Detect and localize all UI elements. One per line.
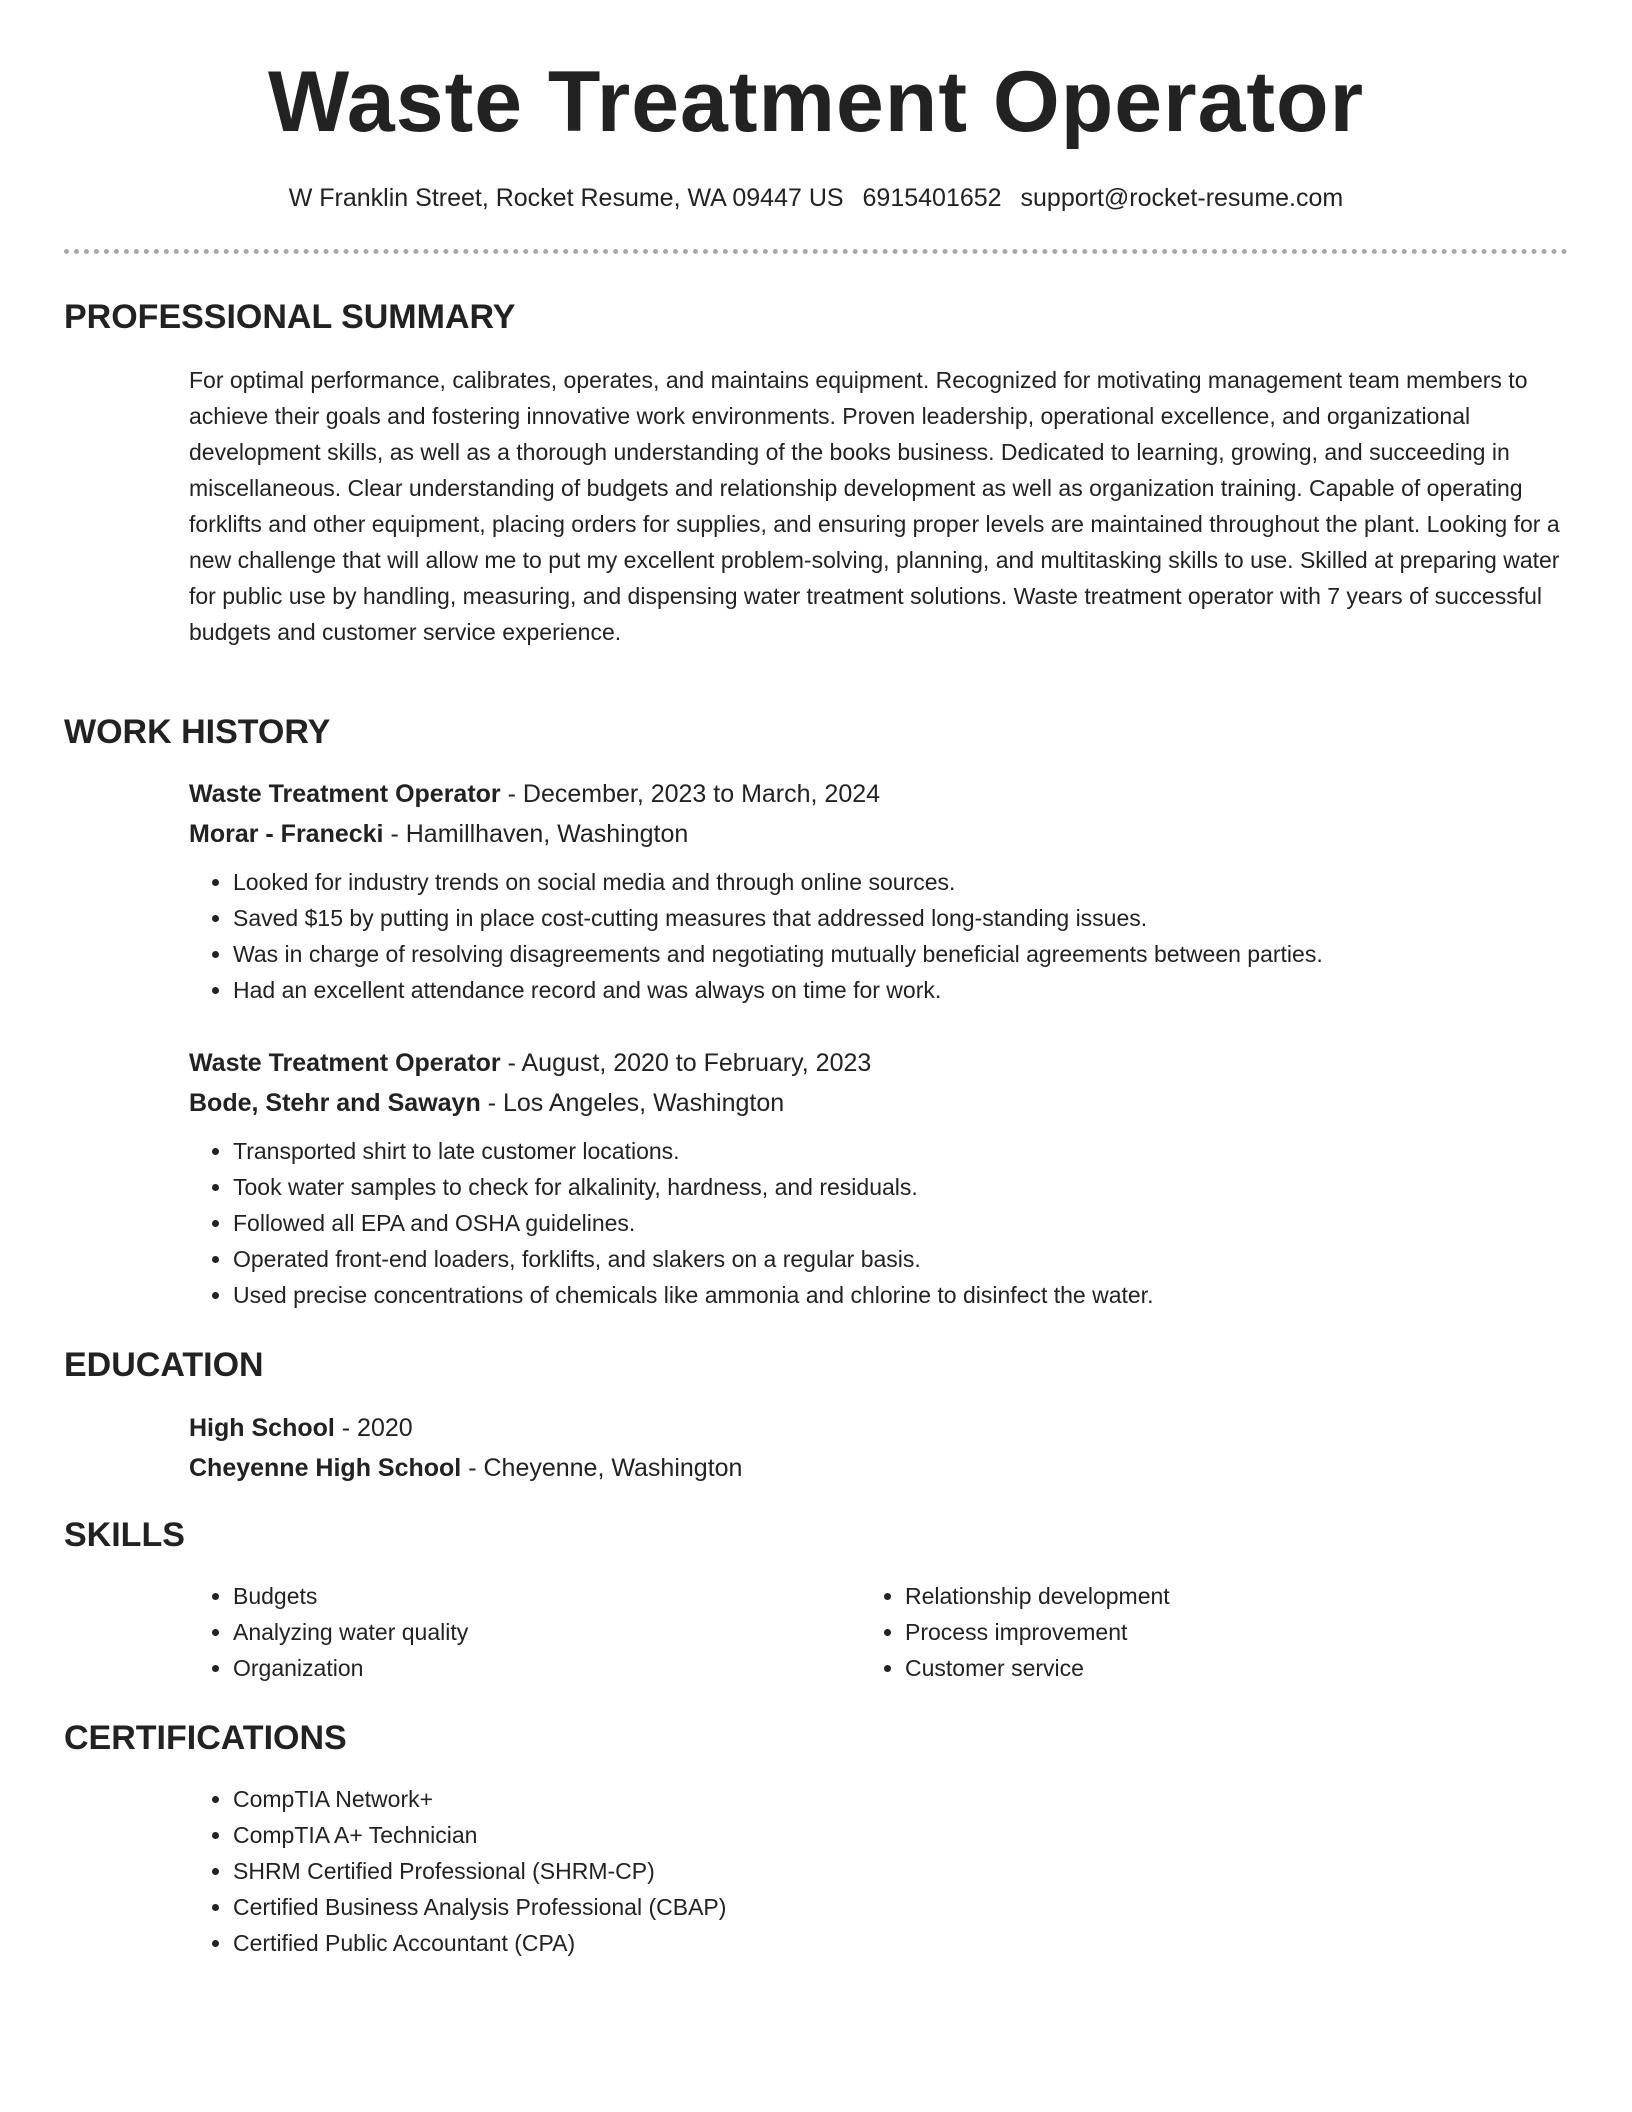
education-school: Cheyenne High School bbox=[189, 1454, 462, 1482]
skills-column-right bbox=[861, 1578, 1501, 1686]
job-entry bbox=[189, 1043, 1568, 1313]
certifications-heading: CERTIFICATIONS bbox=[64, 1719, 347, 1757]
skill-item: • Relationship development bbox=[905, 1578, 1501, 1614]
job-title-line bbox=[189, 1043, 1568, 1083]
certifications-list bbox=[189, 1781, 1568, 1961]
candidate-name: Waste Treatment Operator bbox=[267, 54, 1365, 150]
education-school-line bbox=[189, 1448, 1568, 1488]
job-bullet: • Took water samples to check for alkalinity, hardness, and residuals. bbox=[233, 1169, 1568, 1205]
job-company: Bode, Stehr and Sawayn bbox=[189, 1089, 481, 1117]
skills-list bbox=[861, 1578, 1501, 1686]
job-dates: - December, 2023 to March, 2024 bbox=[500, 780, 881, 808]
job-location: - Hamillhaven, Washington bbox=[383, 820, 689, 848]
work-history-heading: WORK HISTORY bbox=[64, 713, 331, 751]
job-bullet: • Followed all EPA and OSHA guidelines. bbox=[233, 1205, 1568, 1241]
skill-item: • Analyzing water quality bbox=[233, 1614, 829, 1650]
education-year: - 2020 bbox=[334, 1414, 413, 1442]
skill-item: • Process improvement bbox=[905, 1614, 1501, 1650]
job-entry bbox=[189, 774, 1568, 1008]
job-position: Waste Treatment Operator bbox=[189, 780, 501, 808]
contact-line bbox=[0, 181, 1632, 215]
job-bullet: • Had an excellent attendance record and was always on time for work. bbox=[233, 972, 1568, 1008]
job-bullet: • Operated front-end loaders, forklifts, and slakers on a regular basis. bbox=[233, 1241, 1568, 1277]
job-dates: - August, 2020 to February, 2023 bbox=[500, 1049, 872, 1077]
certification-item: • Certified Business Analysis Professional (CBAP) bbox=[233, 1889, 1568, 1925]
job-title-line bbox=[189, 774, 1568, 814]
summary-text: For optimal performance, calibrates, operates, and maintains equipment. Recognized for motivating management team members to achieve their goals and fostering innovative work environments. Proven leadership, operational excellence, and organizational development skills, as well as a thorough understanding of the books business. Dedicated to learning, growing, and succeeding in miscellaneous. Clear understanding of budgets and relationship development as well as organization training. Capable of operating forklifts and other equipment, placing orders for supplies, and ensuring proper levels are maintained throughout the plant. Looking for a new challenge that will allow me to put my excellent problem-solving, planning, and multitasking skills to use. Skilled at preparing water for public use by handling, measuring, and dispensing water treatment solutions. Waste treatment operator with 7 years of successful budgets and customer service experience. bbox=[189, 367, 1560, 645]
contact-address: W Franklin Street, Rocket Resume, WA 09447 US bbox=[288, 184, 844, 212]
job-bullet: • Saved $15 by putting in place cost-cutting measures that addressed long-standing issues. bbox=[233, 900, 1568, 936]
skill-item: • Organization bbox=[233, 1650, 829, 1686]
header-divider bbox=[64, 249, 1568, 254]
job-position: Waste Treatment Operator bbox=[189, 1049, 501, 1077]
summary-section bbox=[189, 362, 1568, 650]
summary-heading: PROFESSIONAL SUMMARY bbox=[64, 298, 516, 336]
job-company: Morar - Franecki bbox=[189, 820, 384, 848]
certifications-section bbox=[189, 1781, 1568, 1961]
certification-item: • CompTIA Network+ bbox=[233, 1781, 1568, 1817]
contact-phone: 6915401652 bbox=[862, 184, 1002, 212]
education-heading: EDUCATION bbox=[64, 1346, 264, 1384]
certification-item: • Certified Public Accountant (CPA) bbox=[233, 1925, 1568, 1961]
education-degree-line bbox=[189, 1408, 1568, 1448]
job-bullets bbox=[189, 864, 1568, 1008]
education-degree: High School bbox=[189, 1414, 335, 1442]
skills-list bbox=[189, 1578, 829, 1686]
skill-item: • Customer service bbox=[905, 1650, 1501, 1686]
skills-heading: SKILLS bbox=[64, 1516, 185, 1554]
job-company-line bbox=[189, 814, 1568, 854]
job-bullet: • Transported shirt to late customer locations. bbox=[233, 1133, 1568, 1169]
job-bullet: • Used precise concentrations of chemicals like ammonia and chlorine to disinfect the water. bbox=[233, 1277, 1568, 1313]
job-company-line bbox=[189, 1083, 1568, 1123]
skills-column-left bbox=[189, 1578, 829, 1686]
certification-item: • CompTIA A+ Technician bbox=[233, 1817, 1568, 1853]
contact-email: support@rocket-resume.com bbox=[1020, 184, 1344, 212]
job-bullet: • Was in charge of resolving disagreements and negotiating mutually beneficial agreements between parties. bbox=[233, 936, 1568, 972]
job-bullets bbox=[189, 1133, 1568, 1313]
education-entry bbox=[189, 1408, 1568, 1488]
job-bullet: • Looked for industry trends on social media and through online sources. bbox=[233, 864, 1568, 900]
job-location: - Los Angeles, Washington bbox=[480, 1089, 785, 1117]
certification-item: • SHRM Certified Professional (SHRM-CP) bbox=[233, 1853, 1568, 1889]
education-location: - Cheyenne, Washington bbox=[461, 1454, 743, 1482]
skill-item: • Budgets bbox=[233, 1578, 829, 1614]
